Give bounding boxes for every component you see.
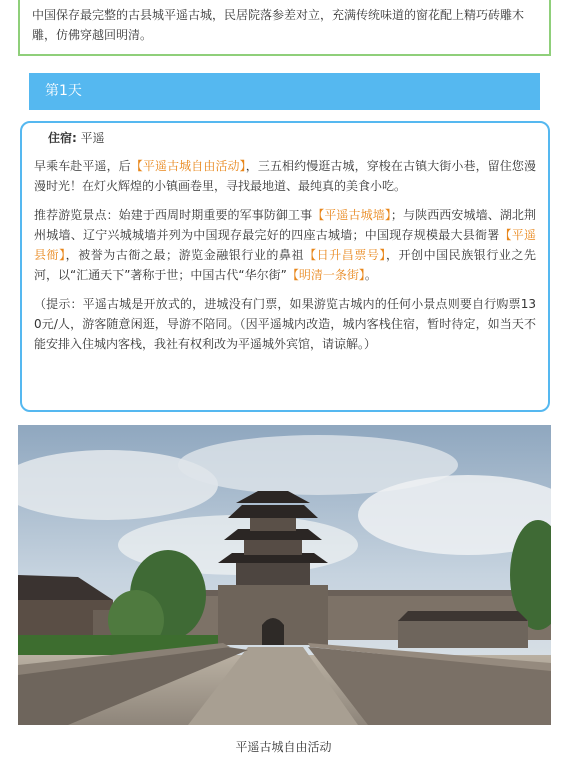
day-label: 第1天	[45, 83, 82, 99]
itinerary-text-2: ，三五相约慢逛古城，穿梭在古镇大街小巷，留住您漫漫时光！在灯火辉煌的小镇画卷里，寻找最地道、最纯真的美食小吃。	[34, 159, 536, 193]
highlight-rishengchang: 【日升昌票号】	[304, 248, 386, 262]
photo-caption	[0, 738, 567, 755]
sights-text-1: 推荐游览景点：始建于西周时期重要的军事防御工事	[34, 208, 313, 222]
accommodation-label: 住宿:	[48, 131, 77, 145]
intro-text: 中国保存最完整的古县城平遥古城，民居院落参差对立，充满传统味道的窗花配上精巧砖雕木雕，仿佛穿越回明清。	[32, 8, 525, 42]
day-header	[29, 73, 540, 110]
itinerary-paragraph	[34, 156, 536, 196]
itinerary-text-1: 早乘车赴平遥，后	[34, 159, 131, 173]
highlight-county-yamen: 【平遥县衙】	[34, 228, 536, 262]
sights-text-2: ；与陕西西安城墙、湖北荆州城墙、辽宁兴城城墙并列为中国现存最完好的四座古城墙；中国现存规模最大县衙署	[34, 208, 536, 242]
highlight-free-activity: 【平遥古城自由活动】	[130, 159, 246, 173]
sights-text-4: ，开创中国民族银行业之先河，以“汇通天下”著称于世；中国古代“华尔街”	[34, 248, 536, 282]
photo-caption-text: 平遥古城自由活动	[235, 740, 332, 754]
highlight-city-wall: 【平遥古城墙】	[312, 208, 391, 222]
accommodation-line	[34, 128, 536, 148]
sights-text-3: ，被誉为古衙之最；游览金融银行业的鼻祖	[65, 248, 305, 262]
tips-text: （提示：平遥古城是开放式的，进城没有门票，如果游览古城内的任何小景点则要自行购票130元/人，游客随意闲逛，导游不陪同。（因平遥城内改造，城内客栈住宿，暂时待定，如当天不能安排入住城内客栈，我社有权利改为平遥城外宾馆，请谅解。）	[34, 297, 536, 351]
accommodation-value: 平遥	[80, 131, 105, 145]
pingyao-gate-illustration	[18, 425, 551, 725]
sights-text-5: 。	[364, 268, 377, 282]
tips-paragraph	[34, 294, 536, 354]
highlight-ming-qing-street: 【明清一条街】	[286, 268, 365, 282]
pingyao-gate-photo	[18, 425, 551, 725]
intro-box	[18, 0, 551, 56]
day-detail-box	[20, 121, 550, 412]
recommended-sights-paragraph	[34, 205, 536, 285]
